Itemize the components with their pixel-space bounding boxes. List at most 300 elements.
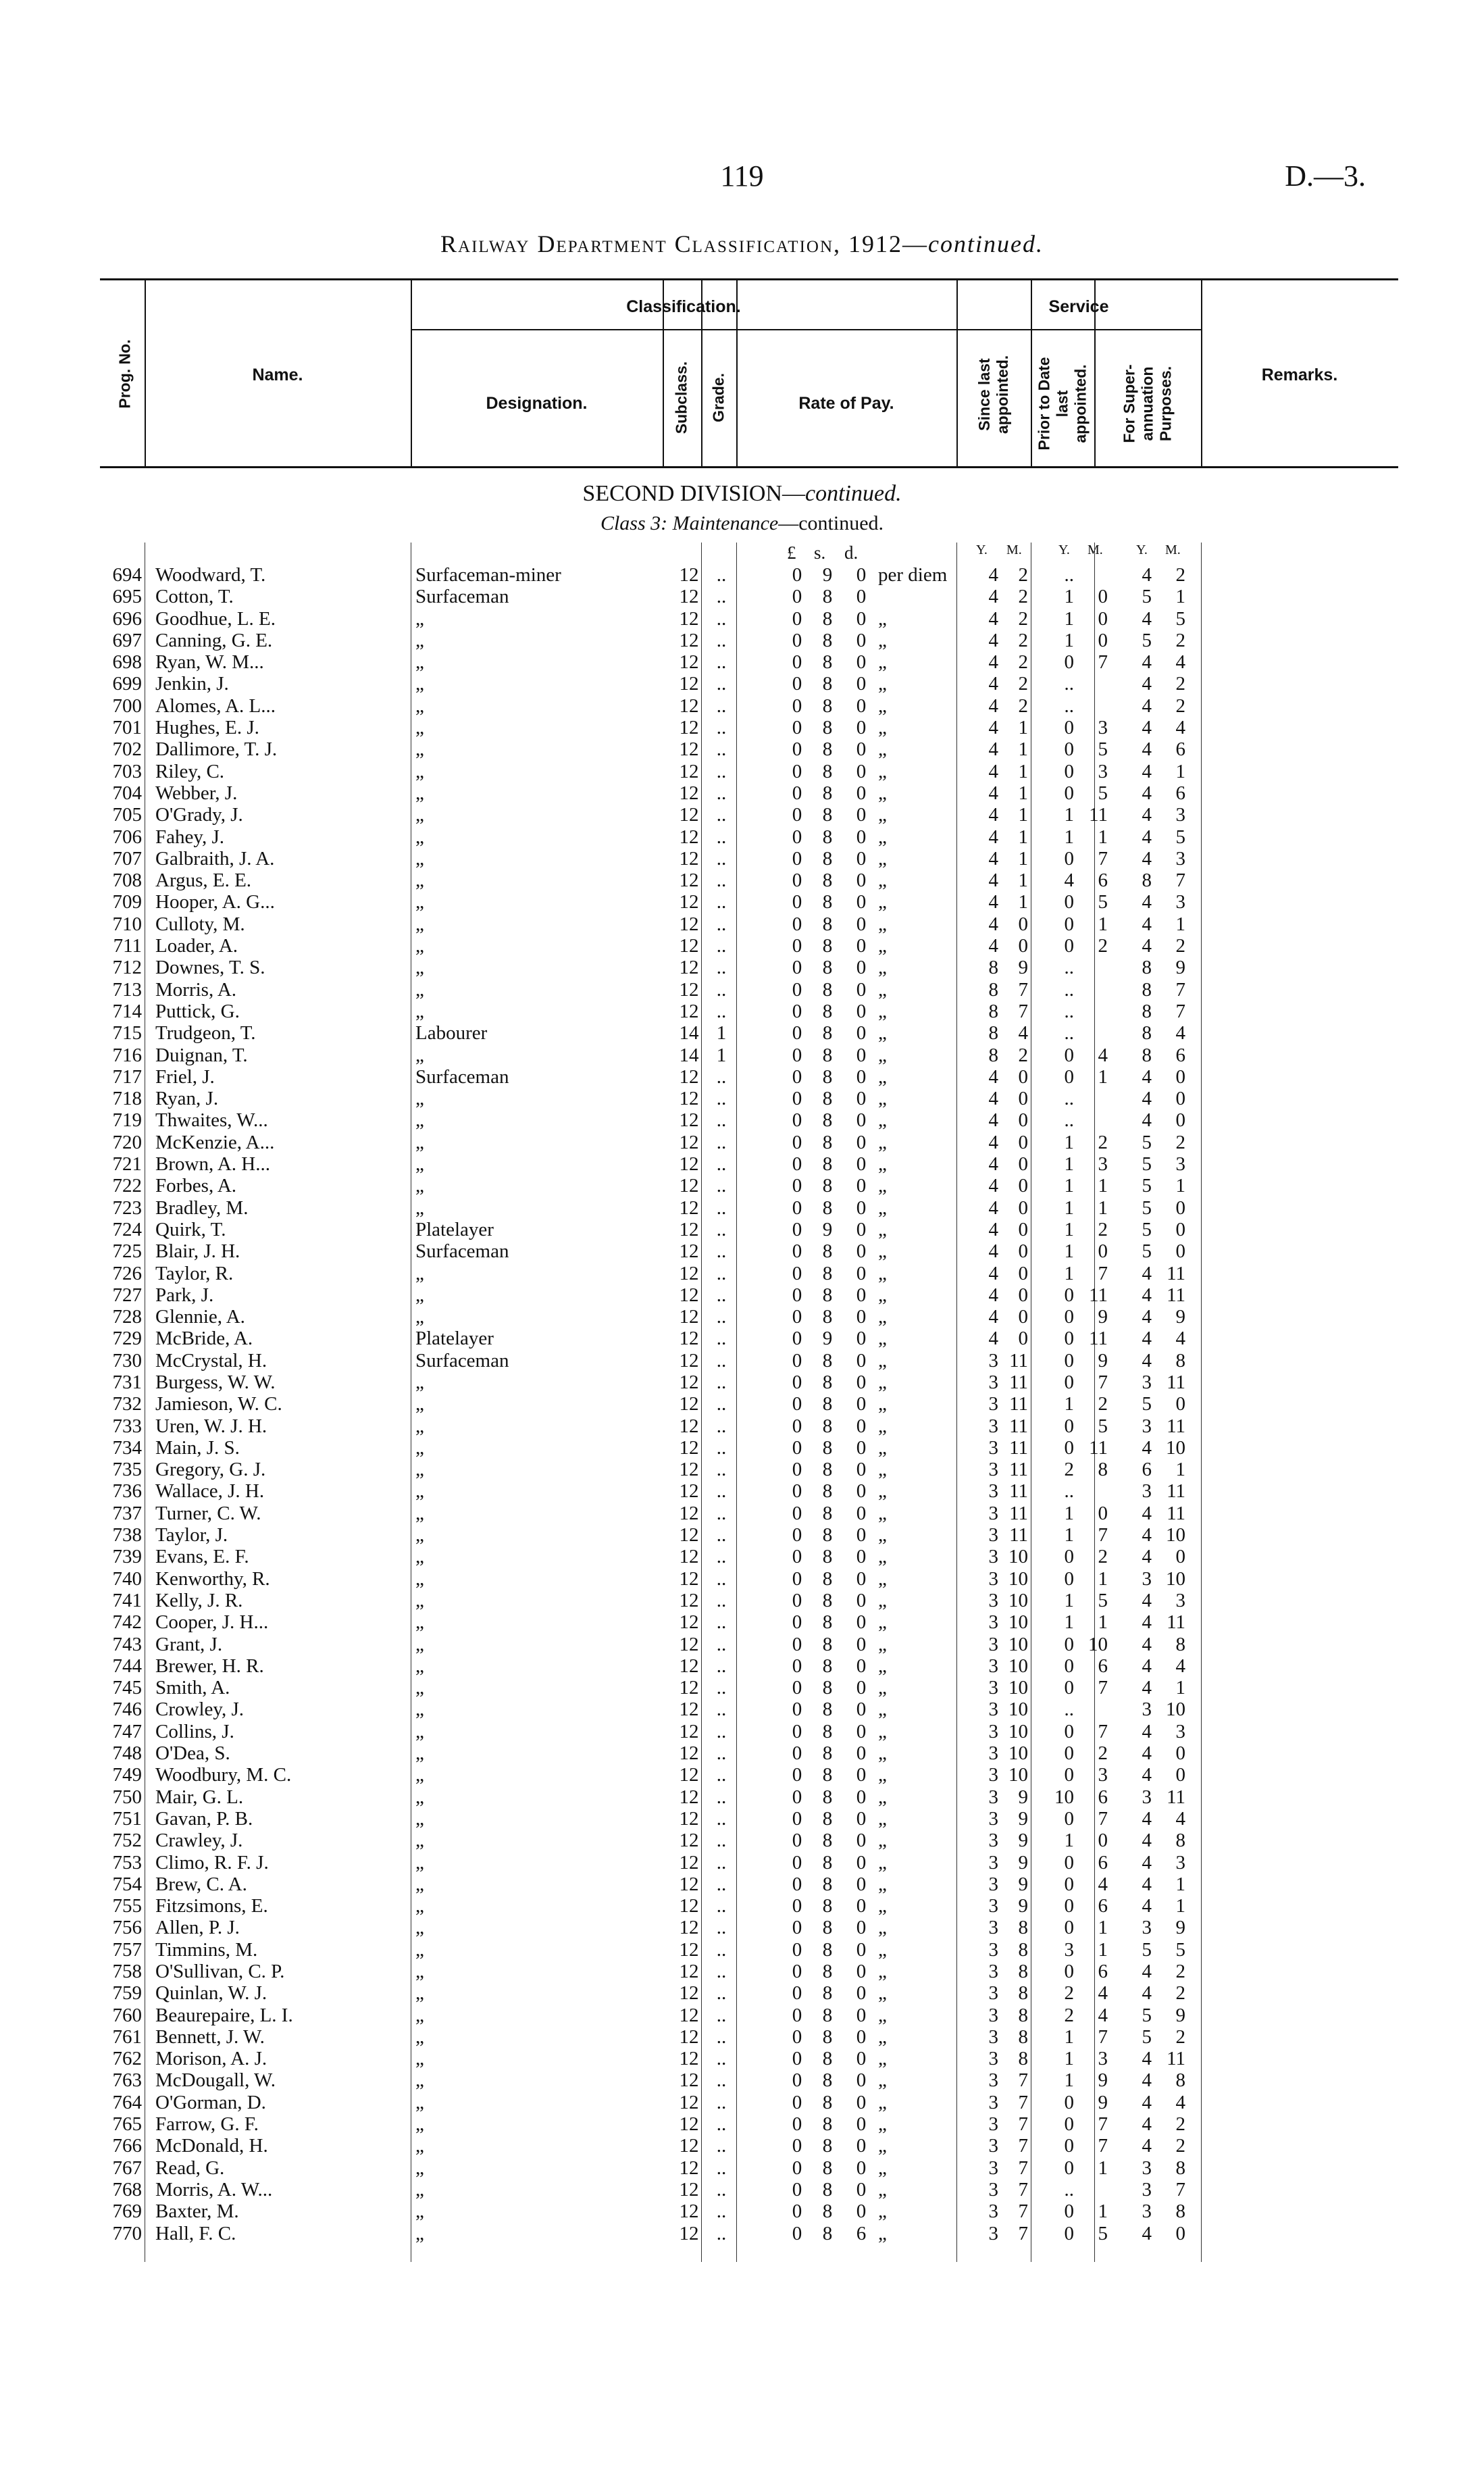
cell-since-months: 8 <box>1018 2025 1028 2048</box>
cell-grade: 1 <box>716 1022 727 1045</box>
cell-per-diem: „ <box>878 629 887 651</box>
cell-grade: .. <box>716 1611 727 1634</box>
cell-pence: 0 <box>856 1175 867 1197</box>
cell-super-months: 1 <box>1175 913 1185 935</box>
cell-shillings: 8 <box>822 1044 833 1066</box>
cell-name: Gregory, G. J. <box>155 1459 266 1481</box>
cell-prior-years: 0 <box>1064 1677 1074 1699</box>
cell-pence: 0 <box>856 1938 867 1961</box>
cell-prog-no: 765 <box>112 2113 142 2136</box>
cell-grade: .. <box>716 1284 727 1306</box>
cell-shillings: 8 <box>822 1982 833 2005</box>
cell-subclass: 12 <box>679 1306 699 1328</box>
cell-prog-no: 734 <box>112 1436 142 1459</box>
cell-super-months: 8 <box>1175 2200 1185 2223</box>
cell-designation: „ <box>415 1524 424 1546</box>
cell-prog-no: 738 <box>112 1524 142 1546</box>
cell-prior-years: .. <box>1064 1022 1074 1045</box>
cell-designation: „ <box>415 1677 424 1699</box>
cell-super-years: 5 <box>1142 1197 1152 1219</box>
cell-shillings: 8 <box>822 1436 833 1459</box>
cell-name: Ryan, J. <box>155 1088 219 1110</box>
cell-grade: .. <box>716 978 727 1001</box>
cell-pounds: 0 <box>792 695 802 717</box>
cell-prog-no: 726 <box>112 1262 142 1284</box>
cell-since-months: 0 <box>1018 1306 1028 1328</box>
cell-per-diem: „ <box>878 1328 887 1350</box>
cell-name: Loader, A. <box>155 935 238 957</box>
cell-super-months: 8 <box>1175 1830 1185 1852</box>
cell-since-months: 1 <box>1018 738 1028 761</box>
cell-pounds: 0 <box>792 2113 802 2136</box>
cell-prior-years: 1 <box>1064 1197 1074 1219</box>
cell-shillings: 8 <box>822 1698 833 1721</box>
cell-since-months: 10 <box>1008 1698 1028 1721</box>
cell-per-diem: „ <box>878 2113 887 2136</box>
cell-prior-months: 4 <box>1098 2004 1108 2026</box>
cell-grade: .. <box>716 1415 727 1437</box>
cell-prior-months: 3 <box>1098 2048 1108 2070</box>
section-continued: continued. <box>805 481 902 506</box>
cell-super-years: 4 <box>1142 1109 1152 1132</box>
cell-super-months: 0 <box>1175 1546 1185 1568</box>
cell-per-diem: „ <box>878 1698 887 1721</box>
cell-name: Morison, A. J. <box>155 2048 267 2070</box>
cell-subclass: 12 <box>679 1567 699 1590</box>
cell-prior-months: 3 <box>1098 760 1108 782</box>
cell-super-years: 4 <box>1142 760 1152 782</box>
class-name: Maintenance <box>672 512 779 534</box>
cell-prior-years: 1 <box>1064 586 1074 608</box>
cell-name: Main, J. S. <box>155 1436 240 1459</box>
cell-shillings: 8 <box>822 1065 833 1088</box>
cell-super-years: 3 <box>1142 2200 1152 2223</box>
cell-prior-years: 0 <box>1064 1851 1074 1873</box>
cell-grade: .. <box>716 2113 727 2136</box>
cell-since-months: 7 <box>1018 2091 1028 2113</box>
cell-name: McDougall, W. <box>155 2069 276 2092</box>
cell-per-diem: „ <box>878 978 887 1001</box>
cell-super-years: 4 <box>1142 1961 1152 1982</box>
cell-super-months: 2 <box>1175 2025 1185 2048</box>
cell-since-years: 3 <box>988 1982 998 2005</box>
cell-super-years: 6 <box>1142 1459 1152 1481</box>
cell-pence: 0 <box>856 2135 867 2157</box>
cell-prior-months: 7 <box>1098 1677 1108 1699</box>
cell-subclass: 12 <box>679 1088 699 1110</box>
cell-pence: 0 <box>856 2200 867 2223</box>
cell-since-years: 4 <box>988 1218 998 1240</box>
cell-shillings: 8 <box>822 2004 833 2026</box>
cell-pence: 0 <box>856 1720 867 1742</box>
cell-super-years: 4 <box>1142 1851 1152 1873</box>
cell-shillings: 8 <box>822 891 833 913</box>
cell-prior-months: 8 <box>1098 1459 1108 1481</box>
cell-grade: .. <box>716 1306 727 1328</box>
cell-super-years: 4 <box>1142 673 1152 695</box>
cell-since-months: 10 <box>1008 1589 1028 1611</box>
cell-grade: .. <box>716 782 727 804</box>
cell-designation: „ <box>415 1044 424 1066</box>
cell-since-months: 1 <box>1018 826 1028 848</box>
cell-prior-years: 0 <box>1064 1044 1074 1066</box>
cell-super-months: 0 <box>1175 1742 1185 1765</box>
cell-super-months: 2 <box>1175 629 1185 651</box>
cell-super-years: 4 <box>1142 1262 1152 1284</box>
cell-super-months: 4 <box>1175 1022 1185 1045</box>
cell-designation: „ <box>415 782 424 804</box>
cell-super-years: 3 <box>1142 1415 1152 1437</box>
cell-name: Crawley, J. <box>155 1830 243 1852</box>
cell-prior-years: 0 <box>1064 1742 1074 1765</box>
cell-super-years: 4 <box>1142 804 1152 826</box>
cell-grade: .. <box>716 1393 727 1415</box>
cell-since-years: 4 <box>988 1109 998 1132</box>
cell-subclass: 12 <box>679 738 699 761</box>
cell-prior-months: 5 <box>1098 782 1108 804</box>
cell-designation: „ <box>415 1197 424 1219</box>
cell-prior-months: 7 <box>1098 1720 1108 1742</box>
cell-super-years: 3 <box>1142 1786 1152 1808</box>
cell-prior-years: 0 <box>1064 651 1074 674</box>
cell-prior-years: 0 <box>1064 1546 1074 1568</box>
cell-shillings: 8 <box>822 1022 833 1045</box>
cell-grade: .. <box>716 1895 727 1917</box>
cell-since-years: 3 <box>988 2025 998 2048</box>
cell-subclass: 12 <box>679 1349 699 1372</box>
cell-pounds: 0 <box>792 1851 802 1873</box>
cell-subclass: 12 <box>679 1764 699 1786</box>
cell-prog-no: 733 <box>112 1415 142 1437</box>
cell-since-years: 3 <box>988 2113 998 2136</box>
cell-pounds: 0 <box>792 1524 802 1546</box>
cell-per-diem: „ <box>878 695 887 717</box>
cell-designation: „ <box>415 1502 424 1524</box>
cell-super-years: 4 <box>1142 782 1152 804</box>
cell-prior-years: 0 <box>1064 2091 1074 2113</box>
cell-designation: „ <box>415 651 424 674</box>
cell-prior-years: 0 <box>1064 2157 1074 2179</box>
unit-since-years: Y. <box>976 543 988 557</box>
unit-prior-years: Y. <box>1058 543 1070 557</box>
cell-super-years: 8 <box>1142 978 1152 1001</box>
cell-since-months: 4 <box>1018 1022 1028 1045</box>
cell-subclass: 14 <box>679 1044 699 1066</box>
cell-pence: 0 <box>856 1961 867 1982</box>
unit-pence: d. <box>844 543 859 563</box>
cell-pounds: 0 <box>792 2157 802 2179</box>
cell-since-months: 0 <box>1018 913 1028 935</box>
cell-shillings: 8 <box>822 651 833 674</box>
cell-super-years: 5 <box>1142 1175 1152 1197</box>
cell-super-years: 5 <box>1142 1938 1152 1961</box>
cell-prior-months: 9 <box>1098 2069 1108 2092</box>
cell-super-years: 5 <box>1142 1218 1152 1240</box>
cell-pence: 0 <box>856 1524 867 1546</box>
cell-grade: .. <box>716 2200 727 2223</box>
cell-subclass: 12 <box>679 2113 699 2136</box>
cell-prior-months: 7 <box>1098 1807 1108 1830</box>
cell-grade: .. <box>716 1153 727 1176</box>
cell-shillings: 8 <box>822 870 833 892</box>
cell-pounds: 0 <box>792 957 802 979</box>
cell-since-years: 4 <box>988 1262 998 1284</box>
cell-super-months: 0 <box>1175 1197 1185 1219</box>
cell-designation: „ <box>415 1306 424 1328</box>
cell-subclass: 12 <box>679 717 699 739</box>
cell-pounds: 0 <box>792 1393 802 1415</box>
cell-super-years: 3 <box>1142 1698 1152 1721</box>
cell-prog-no: 752 <box>112 1830 142 1852</box>
cell-subclass: 12 <box>679 2048 699 2070</box>
cell-grade: .. <box>716 564 727 586</box>
cell-pence: 0 <box>856 1589 867 1611</box>
cell-prior-months: 4 <box>1098 1873 1108 1895</box>
cell-prior-years: 0 <box>1064 1895 1074 1917</box>
cell-shillings: 8 <box>822 1873 833 1895</box>
cell-super-months: 3 <box>1175 847 1185 870</box>
cell-prior-years: 0 <box>1064 935 1074 957</box>
cell-super-months: 4 <box>1175 1655 1185 1677</box>
header-designation: Designation. <box>486 394 588 413</box>
cell-pence: 0 <box>856 1698 867 1721</box>
cell-super-months: 0 <box>1175 1240 1185 1263</box>
cell-name: Blair, J. H. <box>155 1240 240 1263</box>
header-prior-to-date: Prior to Date last appointed. <box>1035 357 1090 451</box>
cell-super-years: 4 <box>1142 1830 1152 1852</box>
cell-prior-years: 1 <box>1064 607 1074 630</box>
cell-since-years: 4 <box>988 782 998 804</box>
cell-prior-years: .. <box>1064 1109 1074 1132</box>
cell-subclass: 12 <box>679 2091 699 2113</box>
title-continued: continued. <box>928 230 1044 257</box>
cell-subclass: 12 <box>679 847 699 870</box>
cell-prior-months: 0 <box>1098 1240 1108 1263</box>
cell-prior-years: 1 <box>1064 2048 1074 2070</box>
cell-shillings: 8 <box>822 2069 833 2092</box>
cell-since-months: 11 <box>1009 1459 1028 1481</box>
cell-super-months: 1 <box>1175 1459 1185 1481</box>
cell-per-diem: „ <box>878 1524 887 1546</box>
cell-since-months: 7 <box>1018 2200 1028 2223</box>
cell-name: Woodward, T. <box>155 564 266 586</box>
cell-since-months: 0 <box>1018 1131 1028 1153</box>
cell-super-years: 4 <box>1142 1284 1152 1306</box>
cell-prior-months: 5 <box>1098 891 1108 913</box>
cell-prog-no: 763 <box>112 2069 142 2092</box>
cell-pounds: 0 <box>792 1546 802 1568</box>
cell-prog-no: 697 <box>112 629 142 651</box>
cell-shillings: 9 <box>822 1218 833 1240</box>
cell-pounds: 0 <box>792 1938 802 1961</box>
cell-prog-no: 761 <box>112 2025 142 2048</box>
cell-super-years: 4 <box>1142 2048 1152 2070</box>
cell-designation: „ <box>415 717 424 739</box>
cell-name: Quirk, T. <box>155 1218 226 1240</box>
cell-super-months: 10 <box>1166 1567 1185 1590</box>
cell-grade: .. <box>716 1328 727 1350</box>
cell-pounds: 0 <box>792 891 802 913</box>
cell-pence: 0 <box>856 870 867 892</box>
cell-shillings: 9 <box>822 1328 833 1350</box>
cell-subclass: 12 <box>679 1589 699 1611</box>
cell-designation: „ <box>415 847 424 870</box>
header-service: Service <box>1048 297 1109 316</box>
cell-per-diem: „ <box>878 891 887 913</box>
cell-prog-no: 723 <box>112 1197 142 1219</box>
cell-prior-years: .. <box>1064 1698 1074 1721</box>
cell-since-months: 0 <box>1018 1262 1028 1284</box>
cell-designation: „ <box>415 1589 424 1611</box>
cell-prior-years: 0 <box>1064 782 1074 804</box>
cell-subclass: 12 <box>679 1698 699 1721</box>
header-rate-of-pay: Rate of Pay. <box>798 394 894 413</box>
cell-pounds: 0 <box>792 1502 802 1524</box>
cell-pounds: 0 <box>792 1961 802 1982</box>
cell-per-diem: „ <box>878 2200 887 2223</box>
cell-pounds: 0 <box>792 1480 802 1503</box>
cell-subclass: 12 <box>679 1065 699 1088</box>
cell-grade: .. <box>716 1873 727 1895</box>
cell-subclass: 12 <box>679 804 699 826</box>
cell-pence: 0 <box>856 2113 867 2136</box>
cell-name: Hooper, A. G... <box>155 891 275 913</box>
cell-per-diem: „ <box>878 1917 887 1939</box>
cell-name: Smith, A. <box>155 1677 230 1699</box>
cell-per-diem: „ <box>878 2048 887 2070</box>
cell-prog-no: 755 <box>112 1895 142 1917</box>
cell-prog-no: 698 <box>112 651 142 674</box>
cell-prior-years: 0 <box>1064 2222 1074 2244</box>
cell-prior-years: 10 <box>1054 1786 1074 1808</box>
cell-shillings: 8 <box>822 957 833 979</box>
cell-shillings: 8 <box>822 1655 833 1677</box>
cell-designation: „ <box>415 2135 424 2157</box>
cell-since-months: 1 <box>1018 847 1028 870</box>
cell-subclass: 12 <box>679 782 699 804</box>
cell-name: Argus, E. E. <box>155 870 252 892</box>
cell-subclass: 12 <box>679 826 699 848</box>
cell-name: Culloty, M. <box>155 913 245 935</box>
cell-shillings: 8 <box>822 2048 833 2070</box>
cell-subclass: 12 <box>679 1218 699 1240</box>
cell-designation: „ <box>415 1262 424 1284</box>
cell-per-diem: „ <box>878 1567 887 1590</box>
cell-shillings: 8 <box>822 2025 833 2048</box>
cell-prior-months: 6 <box>1098 870 1108 892</box>
cell-name: Glennie, A. <box>155 1306 245 1328</box>
cell-grade: .. <box>716 651 727 674</box>
cell-designation: „ <box>415 1655 424 1677</box>
cell-shillings: 8 <box>822 2222 833 2244</box>
cell-super-years: 4 <box>1142 1720 1152 1742</box>
cell-super-years: 4 <box>1142 1524 1152 1546</box>
cell-since-years: 4 <box>988 1197 998 1219</box>
cell-subclass: 12 <box>679 2157 699 2179</box>
cell-since-months: 11 <box>1009 1436 1028 1459</box>
cell-name: Allen, P. J. <box>155 1917 240 1939</box>
cell-super-years: 4 <box>1142 1436 1152 1459</box>
cell-shillings: 8 <box>822 1131 833 1153</box>
cell-per-diem: „ <box>878 2069 887 2092</box>
cell-shillings: 8 <box>822 673 833 695</box>
cell-pence: 0 <box>856 1262 867 1284</box>
cell-per-diem: „ <box>878 1895 887 1917</box>
cell-super-years: 4 <box>1142 651 1152 674</box>
cell-prior-years: 1 <box>1064 1589 1074 1611</box>
cell-per-diem: „ <box>878 1371 887 1393</box>
cell-subclass: 12 <box>679 2135 699 2157</box>
cell-grade: .. <box>716 2025 727 2048</box>
cell-name: Park, J. <box>155 1284 214 1306</box>
cell-grade: .. <box>716 1786 727 1808</box>
cell-since-years: 3 <box>988 1589 998 1611</box>
cell-since-months: 11 <box>1009 1371 1028 1393</box>
cell-super-years: 5 <box>1142 1153 1152 1176</box>
cell-subclass: 12 <box>679 2178 699 2200</box>
cell-subclass: 12 <box>679 2069 699 2092</box>
cell-pounds: 0 <box>792 651 802 674</box>
cell-per-diem: „ <box>878 1000 887 1022</box>
cell-shillings: 8 <box>822 1284 833 1306</box>
cell-pence: 0 <box>856 1415 867 1437</box>
cell-subclass: 12 <box>679 1851 699 1873</box>
cell-prior-years: 0 <box>1064 1371 1074 1393</box>
cell-grade: .. <box>716 1698 727 1721</box>
cell-grade: .. <box>716 1218 727 1240</box>
cell-pence: 0 <box>856 1436 867 1459</box>
cell-super-years: 8 <box>1142 1000 1152 1022</box>
cell-pounds: 0 <box>792 1895 802 1917</box>
cell-grade: .. <box>716 1131 727 1153</box>
cell-shillings: 8 <box>822 2200 833 2223</box>
cell-grade: .. <box>716 804 727 826</box>
cell-super-years: 4 <box>1142 1764 1152 1786</box>
header-classification: Classification. <box>626 297 741 316</box>
cell-grade: .. <box>716 2069 727 2092</box>
cell-designation: „ <box>415 1393 424 1415</box>
cell-shillings: 8 <box>822 1720 833 1742</box>
cell-grade: .. <box>716 1742 727 1765</box>
cell-prior-months: 1 <box>1098 913 1108 935</box>
cell-super-months: 3 <box>1175 891 1185 913</box>
cell-since-years: 3 <box>988 1851 998 1873</box>
cell-pence: 0 <box>856 1611 867 1634</box>
cell-per-diem: „ <box>878 1938 887 1961</box>
cell-prior-years: 0 <box>1064 1655 1074 1677</box>
cell-pounds: 0 <box>792 760 802 782</box>
cell-designation: Surfaceman <box>415 1065 509 1088</box>
cell-name: Alomes, A. L... <box>155 695 276 717</box>
cell-pence: 0 <box>856 695 867 717</box>
cell-grade: .. <box>716 2222 727 2244</box>
cell-designation: „ <box>415 1371 424 1393</box>
cell-name: McDonald, H. <box>155 2135 268 2157</box>
cell-designation: „ <box>415 1807 424 1830</box>
cell-super-months: 2 <box>1175 2113 1185 2136</box>
cell-since-years: 4 <box>988 935 998 957</box>
cell-super-years: 5 <box>1142 2025 1152 2048</box>
cell-super-years: 8 <box>1142 1044 1152 1066</box>
cell-pence: 0 <box>856 1807 867 1830</box>
cell-super-months: 7 <box>1175 870 1185 892</box>
cell-name: Mair, G. L. <box>155 1786 244 1808</box>
cell-pounds: 0 <box>792 1065 802 1088</box>
cell-designation: „ <box>415 1895 424 1917</box>
cell-per-diem: „ <box>878 1502 887 1524</box>
cell-per-diem: „ <box>878 2222 887 2244</box>
cell-grade: .. <box>716 1961 727 1982</box>
